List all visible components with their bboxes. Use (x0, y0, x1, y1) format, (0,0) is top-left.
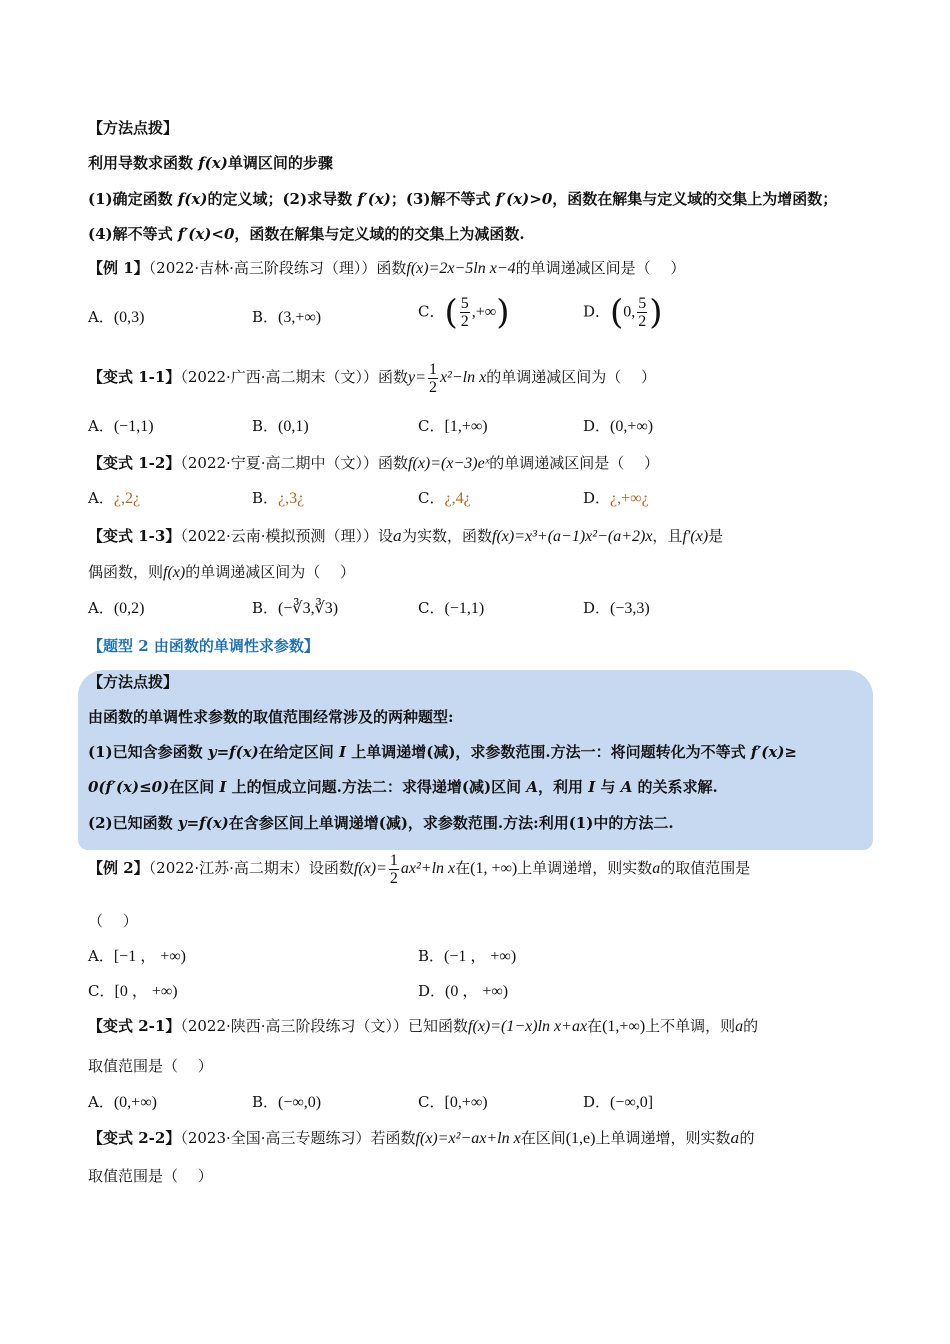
numerator: 5 (460, 295, 469, 312)
text: ；(3)解不等式 (390, 190, 496, 208)
denominator: 2 (638, 313, 647, 330)
option-value: (0,+∞) (610, 418, 654, 435)
option-label: D． (583, 1093, 611, 1111)
question-label: 【变式 1-1】 (88, 368, 181, 386)
option-value: (−1,1) (444, 600, 485, 617)
option-value: [1,+∞) (444, 418, 488, 435)
text: 的取值范围是 (660, 859, 751, 877)
numerator: 1 (389, 851, 398, 869)
question-label: 【变式 1-3】 (88, 527, 181, 545)
option-value: (−∞,0] (610, 1094, 654, 1111)
text: 上单调递增，则实数 (595, 1129, 731, 1147)
method-tips-intro: 由函数的单调性求参数的取值范围经常涉及的两种题型: (88, 708, 454, 726)
text: 的单调递减区间为（ ） (185, 563, 355, 581)
text: 在含参区间上单调递增(减)，求参数范围.方法:利用(1)中的方法二. (228, 814, 674, 832)
source: （2022·宁夏·高二期中（文））函数 (180, 454, 409, 472)
math: f′(x)<0 (177, 225, 235, 243)
text: (1)已知含参函数 (88, 743, 208, 761)
question-label: 【变式 1-2】 (88, 454, 181, 472)
option-value: [0 ， +∞) (114, 983, 178, 1000)
text: 是 (708, 527, 724, 545)
option-value: ¿,3¿ (278, 490, 305, 507)
text: 的单调递减区间为（ ） (486, 368, 656, 386)
option-b[interactable] (252, 598, 338, 619)
option-label: C． (418, 417, 445, 435)
source: （2022·广西·高二期末（文））函数 (180, 368, 409, 386)
option-value: ¿,2¿ (113, 490, 141, 507)
text: 在给定区间 (258, 743, 339, 761)
option-label: D． (583, 417, 611, 435)
option-d[interactable] (583, 292, 663, 333)
option-label: B． (252, 308, 279, 326)
math: y=f(x) (207, 743, 259, 761)
text: (4)解不等式 (88, 225, 178, 243)
fraction (637, 295, 647, 330)
option-value: (−1 ， +∞) (444, 948, 517, 965)
option-label: C． (418, 489, 445, 507)
option-value: (3,+∞) (278, 309, 322, 326)
variant-2-2-question (88, 1128, 754, 1149)
text: 的 (743, 1017, 759, 1035)
method-step-1 (88, 189, 837, 209)
text: 上不单调，则 (645, 1017, 736, 1035)
method-tips-heading: 【方法点拨】 (88, 673, 179, 691)
math: 0(f′(x)≤0) (88, 778, 170, 796)
text: 的 (739, 1129, 755, 1147)
formula: f(x)=(1−x)ln x+ax (468, 1018, 588, 1035)
paren-right: ) (496, 292, 510, 333)
variant-2-1-question-line2: 取值范围是（ ） (88, 1057, 213, 1075)
option-b[interactable] (252, 307, 321, 328)
question-label: 【变式 2-2】 (88, 1129, 181, 1147)
option-d[interactable] (418, 981, 508, 1002)
option-value: (−1,1) (113, 418, 154, 435)
option-value: 0, (623, 303, 636, 321)
paren-left: ( (444, 292, 458, 333)
option-b[interactable] (252, 1092, 321, 1113)
option-c[interactable] (418, 1092, 488, 1113)
text: 在 (455, 859, 471, 877)
formula: f(x)= (353, 860, 387, 877)
method-tips-line-2 (88, 777, 718, 797)
option-label: A． (88, 947, 114, 965)
option-c[interactable] (418, 292, 510, 333)
option-label: C． (418, 599, 445, 617)
option-label: B． (252, 599, 279, 617)
option-label: B． (252, 417, 279, 435)
example-2-question (88, 850, 750, 887)
option-label: D． (583, 599, 611, 617)
option-label: A． (88, 417, 114, 435)
option-a[interactable] (88, 1092, 157, 1113)
option-value: (−3,3) (610, 600, 650, 617)
math: f′(x)≥ (750, 743, 797, 761)
text: 上的恒成立问题.方法二：求得递增(减)区间 (226, 778, 527, 796)
text: 偶函数，则 (88, 563, 164, 581)
source: （2022·陕西·高三阶段练习（文））已知函数 (180, 1017, 469, 1035)
option-value: (−∞,0) (278, 1094, 322, 1111)
text: 的关系求解. (632, 778, 718, 796)
option-c[interactable] (418, 488, 471, 509)
question-label: 【变式 2-1】 (88, 1017, 181, 1035)
math: I (219, 778, 227, 796)
option-a[interactable] (88, 307, 145, 328)
math: a (730, 1129, 740, 1147)
text: 在区间 (520, 1129, 566, 1147)
denominator: 2 (389, 869, 398, 887)
option-a[interactable] (88, 598, 145, 619)
formula: y= (408, 369, 426, 386)
source: （2022·江苏·高二期末）设函数 (148, 859, 354, 877)
text: 的定义域；(2)求导数 (207, 190, 358, 208)
denominator: 2 (428, 378, 437, 396)
numerator: 1 (428, 360, 437, 378)
option-d[interactable] (583, 416, 653, 437)
math: f′(x) (357, 190, 391, 208)
option-c[interactable] (88, 981, 178, 1002)
option-a[interactable] (88, 416, 154, 437)
formula: f(x)=x²−ax+ln x (415, 1130, 521, 1147)
question-label: 【例 1】 (88, 259, 149, 277)
fraction (389, 852, 399, 887)
math: f′(x)>0 (495, 190, 553, 208)
math: y=f(x) (177, 814, 229, 832)
option-a[interactable] (88, 488, 140, 509)
numerator: 5 (638, 295, 647, 312)
fraction (460, 295, 470, 330)
example-2-answer-paren: （ ） (88, 912, 138, 930)
method-tips-title (88, 153, 333, 173)
method-tips-line-3 (88, 813, 674, 833)
variant-2-2-question-line2: 取值范围是（ ） (88, 1167, 213, 1185)
option-value: (0 ， +∞) (445, 983, 509, 1000)
text: 为实数，函数 (402, 527, 493, 545)
math: A (526, 778, 538, 796)
method-step-2 (88, 224, 525, 244)
formula: f′(x) (682, 528, 709, 545)
option-a[interactable] (88, 946, 186, 967)
fraction (428, 361, 438, 396)
variant-1-3-question-line2 (88, 562, 355, 583)
text: ，且 (652, 527, 683, 545)
formula: ax²+ln x (400, 860, 456, 877)
text: ，利用 (537, 778, 589, 796)
math: I (588, 778, 596, 796)
option-label: D． (418, 982, 446, 1000)
option-d[interactable] (583, 1092, 653, 1113)
paren-left: ( (610, 292, 624, 333)
option-c[interactable] (418, 416, 488, 437)
math: a (652, 860, 661, 877)
option-label: C． (88, 982, 115, 1000)
text: 利用导数求函数 (88, 154, 199, 172)
text: 的单调递减区间是（ ） (489, 454, 659, 472)
text: 单调区间的步骤 (227, 154, 333, 172)
option-value: [0,+∞) (444, 1094, 488, 1111)
option-d[interactable] (583, 488, 649, 509)
formula: f(x)=x³+(a−1)x²−(a+2)x (492, 528, 653, 545)
option-label: A． (88, 1093, 114, 1111)
option-label: B． (252, 489, 279, 507)
formula: f(x)=(x−3)eˣ (408, 455, 490, 472)
option-value: (0,2) (113, 600, 145, 617)
formula: f(x)=2x−5ln x−4 (406, 260, 516, 277)
text: 的单调递减区间是（ ） (515, 259, 686, 277)
math: f(x) (177, 190, 208, 208)
variant-1-3-question (88, 526, 723, 547)
option-c[interactable] (418, 598, 484, 619)
example-1-question (88, 258, 685, 279)
math: A (620, 778, 633, 796)
variant-1-1-question (88, 359, 656, 396)
text: ，函数在解集与定义域的交集上为增函数； (552, 190, 838, 208)
option-value: (−∛3,∛3) (278, 600, 339, 617)
question-label: 【例 2】 (88, 859, 149, 877)
interval: (1,e) (565, 1130, 596, 1147)
option-label: A． (88, 599, 114, 617)
method-tips-line-1 (88, 742, 797, 762)
option-b[interactable] (252, 488, 304, 509)
variant-2-1-question (88, 1016, 758, 1037)
variant-1-2-question (88, 453, 659, 474)
source: （2022·云南·模拟预测（理））设 (180, 527, 394, 545)
text: 与 (595, 778, 621, 796)
text: 上单调递增，则实数 (517, 859, 653, 877)
option-label: B． (418, 947, 445, 965)
option-value: (0,3) (113, 309, 145, 326)
math: a (735, 1018, 744, 1035)
option-value: ¿,+∞¿ (610, 490, 649, 507)
option-value: ¿,4¿ (444, 490, 471, 507)
option-label: D． (583, 489, 611, 507)
option-b[interactable] (252, 416, 309, 437)
option-label: C． (418, 302, 445, 321)
option-label: C． (418, 1093, 445, 1111)
source: （2022·吉林·高三阶段练习（理））函数 (148, 259, 407, 277)
text: ，函数在解集与定义域的的交集上为减函数. (234, 225, 525, 243)
option-label: B． (252, 1093, 279, 1111)
option-value: [−1 ， +∞) (113, 948, 186, 965)
text: 上单调递增(减)，求参数范围.方法一：将问题转化为不等式 (346, 743, 751, 761)
math: I (338, 743, 346, 761)
denominator: 2 (460, 313, 469, 330)
text: 在区间 (169, 778, 220, 796)
option-value: (0,1) (278, 418, 309, 435)
text: (2)已知函数 (88, 814, 178, 832)
formula: x²−ln x (439, 369, 487, 386)
option-value: (0,+∞) (113, 1094, 157, 1111)
source: （2023·全国·高三专题练习）若函数 (180, 1129, 416, 1147)
method-tips-heading: 【方法点拨】 (88, 119, 179, 137)
option-label: A． (88, 308, 114, 326)
text: 在 (587, 1017, 603, 1035)
math: f(x) (198, 154, 228, 172)
interval: (1,+∞) (602, 1018, 646, 1035)
math: a (393, 527, 402, 545)
formula: f(x) (163, 564, 186, 581)
option-label: A． (88, 489, 114, 507)
option-b[interactable] (418, 946, 516, 967)
option-value: ,+∞ (471, 303, 497, 321)
paren-right: ) (649, 292, 663, 333)
section-heading-type-2: 【题型 2 由函数的单调性求参数】 (88, 637, 319, 655)
option-label: D． (583, 302, 611, 321)
interval: (1, +∞) (470, 860, 518, 877)
text: (1)确定函数 (88, 190, 178, 208)
option-d[interactable] (583, 598, 650, 619)
